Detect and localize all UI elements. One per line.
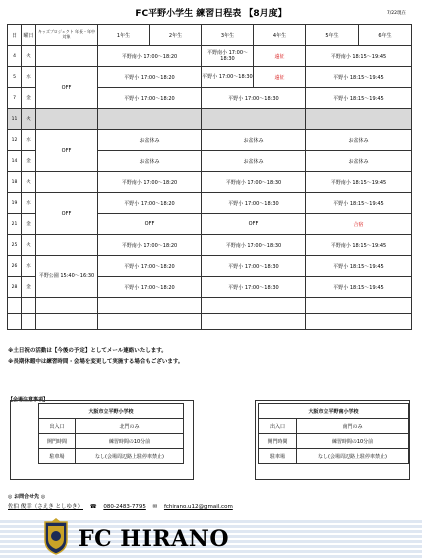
grade56-cell: 平野小 18:15～19:45: [306, 277, 412, 298]
grade56-cell: [306, 298, 412, 314]
parking-value: なし(会場周辺路上駐停車禁止): [297, 449, 409, 464]
grade34-cell: 平野小 17:00～18:30: [202, 277, 306, 298]
kids-cell: OFF: [36, 130, 98, 172]
day-cell: 7: [8, 88, 22, 109]
weekday-cell: 火: [22, 235, 36, 256]
page-title: FC平野小学生 練習日程表 【8月度】: [135, 9, 287, 19]
col-grade1: 1年生: [98, 25, 150, 46]
weekday-cell: 金: [22, 151, 36, 172]
grade56-cell: 平野小 18:15～19:45: [306, 88, 412, 109]
grade34-cell: [202, 109, 306, 130]
kids-cell: [36, 46, 98, 67]
day-cell: 28: [8, 277, 22, 298]
grade3-cell: 平野小 17:00～18:30: [202, 67, 254, 88]
grade12-cell: [98, 109, 202, 130]
venue-table-hirano-minami: [258, 403, 409, 464]
table-row: [8, 256, 412, 277]
col-grade2: 2年生: [150, 25, 202, 46]
grade34-cell: [202, 314, 306, 330]
table-row: [8, 193, 412, 214]
parking-value: なし(会場周辺路上駐停車禁止): [76, 449, 184, 464]
grade12-cell: 平野小 17:00～18:20: [98, 256, 202, 277]
kids-cell: [36, 172, 98, 193]
notes: [8, 346, 183, 368]
day-cell: [8, 298, 22, 314]
weekday-cell: 火: [22, 46, 36, 67]
kids-cell: 平野公園 15:40～16:30: [36, 256, 98, 298]
parking-label: 駐車場: [39, 449, 76, 464]
grade56-cell: 平野小 18:15～19:45: [306, 67, 412, 88]
club-crest-icon: [42, 518, 70, 556]
contact-email[interactable]: fchirano.u12@gmail.com: [163, 504, 233, 510]
entrance-value: 北門のみ: [76, 419, 184, 434]
weekday-cell: 金: [22, 214, 36, 235]
grade34-cell: 平野小 17:00～18:30: [202, 256, 306, 277]
weekday-cell: 水: [22, 193, 36, 214]
grade3-cell: 平野南小 17:00～18:30: [202, 46, 254, 67]
venue-name: 大阪市立平野南小学校: [259, 404, 409, 419]
grade56-cell: [306, 314, 412, 330]
kids-cell: OFF: [36, 193, 98, 235]
grade34-cell: お盆休み: [202, 130, 306, 151]
grade56-cell: お盆休み: [306, 151, 412, 172]
kids-cell: [36, 235, 98, 256]
venue-section-title: 【会場注意事項】: [8, 397, 49, 403]
header-row: [8, 25, 412, 46]
venue-table-hirano: [38, 403, 184, 464]
grade12-cell: 平野南小 17:00～18:20: [98, 46, 202, 67]
grade56-cell: お盆休み: [306, 130, 412, 151]
table-row: [8, 314, 412, 330]
weekday-cell: 水: [22, 256, 36, 277]
weekday-cell: 火: [22, 109, 36, 130]
date-note: 7/22現在: [386, 11, 406, 16]
grade56-cell: 平野南小 18:15～19:45: [306, 235, 412, 256]
grade34-cell: 平野小 17:00～18:30: [202, 88, 306, 109]
grade12-cell: [98, 298, 202, 314]
day-cell: 25: [8, 235, 22, 256]
col-grade4: 4年生: [254, 25, 306, 46]
grade12-cell: 平野南小 17:00～18:20: [98, 172, 202, 193]
entrance-label: 出入口: [259, 419, 297, 434]
weekday-cell: 金: [22, 88, 36, 109]
grade56-cell: 平野小 18:15～19:45: [306, 193, 412, 214]
day-cell: 21: [8, 214, 22, 235]
day-cell: 4: [8, 46, 22, 67]
col-weekday: 曜日: [22, 25, 36, 46]
table-row: [8, 67, 412, 88]
grade12-cell: OFF: [98, 214, 202, 235]
day-cell: [8, 314, 22, 330]
kids-cell: [36, 314, 98, 330]
grade4-cell: 遠征: [254, 46, 306, 67]
col-day: 日: [8, 25, 22, 46]
grade12-cell: 平野小 17:00～18:20: [98, 277, 202, 298]
weekday-cell: [22, 314, 36, 330]
grade34-cell: OFF: [202, 214, 306, 235]
open-time-label: 開門時間: [39, 434, 76, 449]
contact-phone[interactable]: 080-2483-7795: [103, 504, 146, 510]
grade56-cell: 平野南小 18:15～19:45: [306, 172, 412, 193]
grade56-cell: [306, 109, 412, 130]
col-grade3: 3年生: [202, 25, 254, 46]
open-time-label: 開門時間: [259, 434, 297, 449]
mail-icon: ✉: [152, 504, 158, 510]
day-cell: 14: [8, 151, 22, 172]
grade56-cell: 平野南小 18:15～19:45: [306, 46, 412, 67]
table-row: [8, 130, 412, 151]
table-row: [8, 235, 412, 256]
parking-label: 駐車場: [259, 449, 297, 464]
day-cell: 11: [8, 109, 22, 130]
grade34-cell: [202, 298, 306, 314]
weekday-cell: 水: [22, 67, 36, 88]
day-cell: 5: [8, 67, 22, 88]
entrance-value: 南門のみ: [297, 419, 409, 434]
grade12-cell: 平野小 17:00～18:20: [98, 67, 202, 88]
grade12-cell: 平野小 17:00～18:20: [98, 193, 202, 214]
grade12-cell: お盆休み: [98, 130, 202, 151]
grade56-cell: 平野小 18:15～19:45: [306, 256, 412, 277]
note-holiday: ※長期休暇中は練習時間・会場を変更して実施する場合もございます。: [8, 359, 184, 365]
contact-line: [8, 502, 238, 510]
grade12-cell: 平野小 17:00～18:20: [98, 88, 202, 109]
grade56-cell: 合宿: [306, 214, 412, 235]
grade12-cell: [98, 314, 202, 330]
brand-name: FC HIRANO: [78, 526, 229, 552]
weekday-cell: 水: [22, 130, 36, 151]
col-kids: キッズプロジェクト 年長・年中対象: [36, 25, 98, 46]
grade34-cell: 平野南小 17:00～18:30: [202, 235, 306, 256]
grade34-cell: 平野南小 17:00～18:30: [202, 172, 306, 193]
open-time-value: 練習時間の10分前: [76, 434, 184, 449]
kids-cell: OFF: [36, 67, 98, 109]
kids-cell: [36, 298, 98, 314]
table-row: [8, 109, 412, 130]
day-cell: 19: [8, 193, 22, 214]
note-weekend: ※土日祝の活動は【今後の予定】としてメール連絡いたします。: [8, 348, 167, 354]
schedule-table: [7, 24, 412, 330]
grade12-cell: お盆休み: [98, 151, 202, 172]
phone-icon: ☎: [89, 504, 97, 510]
weekday-cell: 火: [22, 172, 36, 193]
table-row: [8, 46, 412, 67]
open-time-value: 練習時間の10分前: [297, 434, 409, 449]
table-row: [8, 298, 412, 314]
weekday-cell: 金: [22, 277, 36, 298]
venue-name: 大阪市立平野小学校: [39, 404, 184, 419]
col-grade5: 5年生: [306, 25, 359, 46]
grade34-cell: お盆休み: [202, 151, 306, 172]
day-cell: 26: [8, 256, 22, 277]
grade34-cell: 平野小 17:00～18:30: [202, 193, 306, 214]
kids-cell: [36, 109, 98, 130]
contact-title: ◎ お問合せ先 ◎: [8, 494, 46, 500]
contact-name: 佐伯 俊幸（さえき としゆき）: [8, 504, 83, 510]
day-cell: 18: [8, 172, 22, 193]
grade12-cell: 平野南小 17:00～18:20: [98, 235, 202, 256]
entrance-label: 出入口: [39, 419, 76, 434]
grade4-cell: 遠征: [254, 67, 306, 88]
weekday-cell: [22, 298, 36, 314]
day-cell: 12: [8, 130, 22, 151]
table-row: [8, 172, 412, 193]
col-grade6: 6年生: [359, 25, 412, 46]
